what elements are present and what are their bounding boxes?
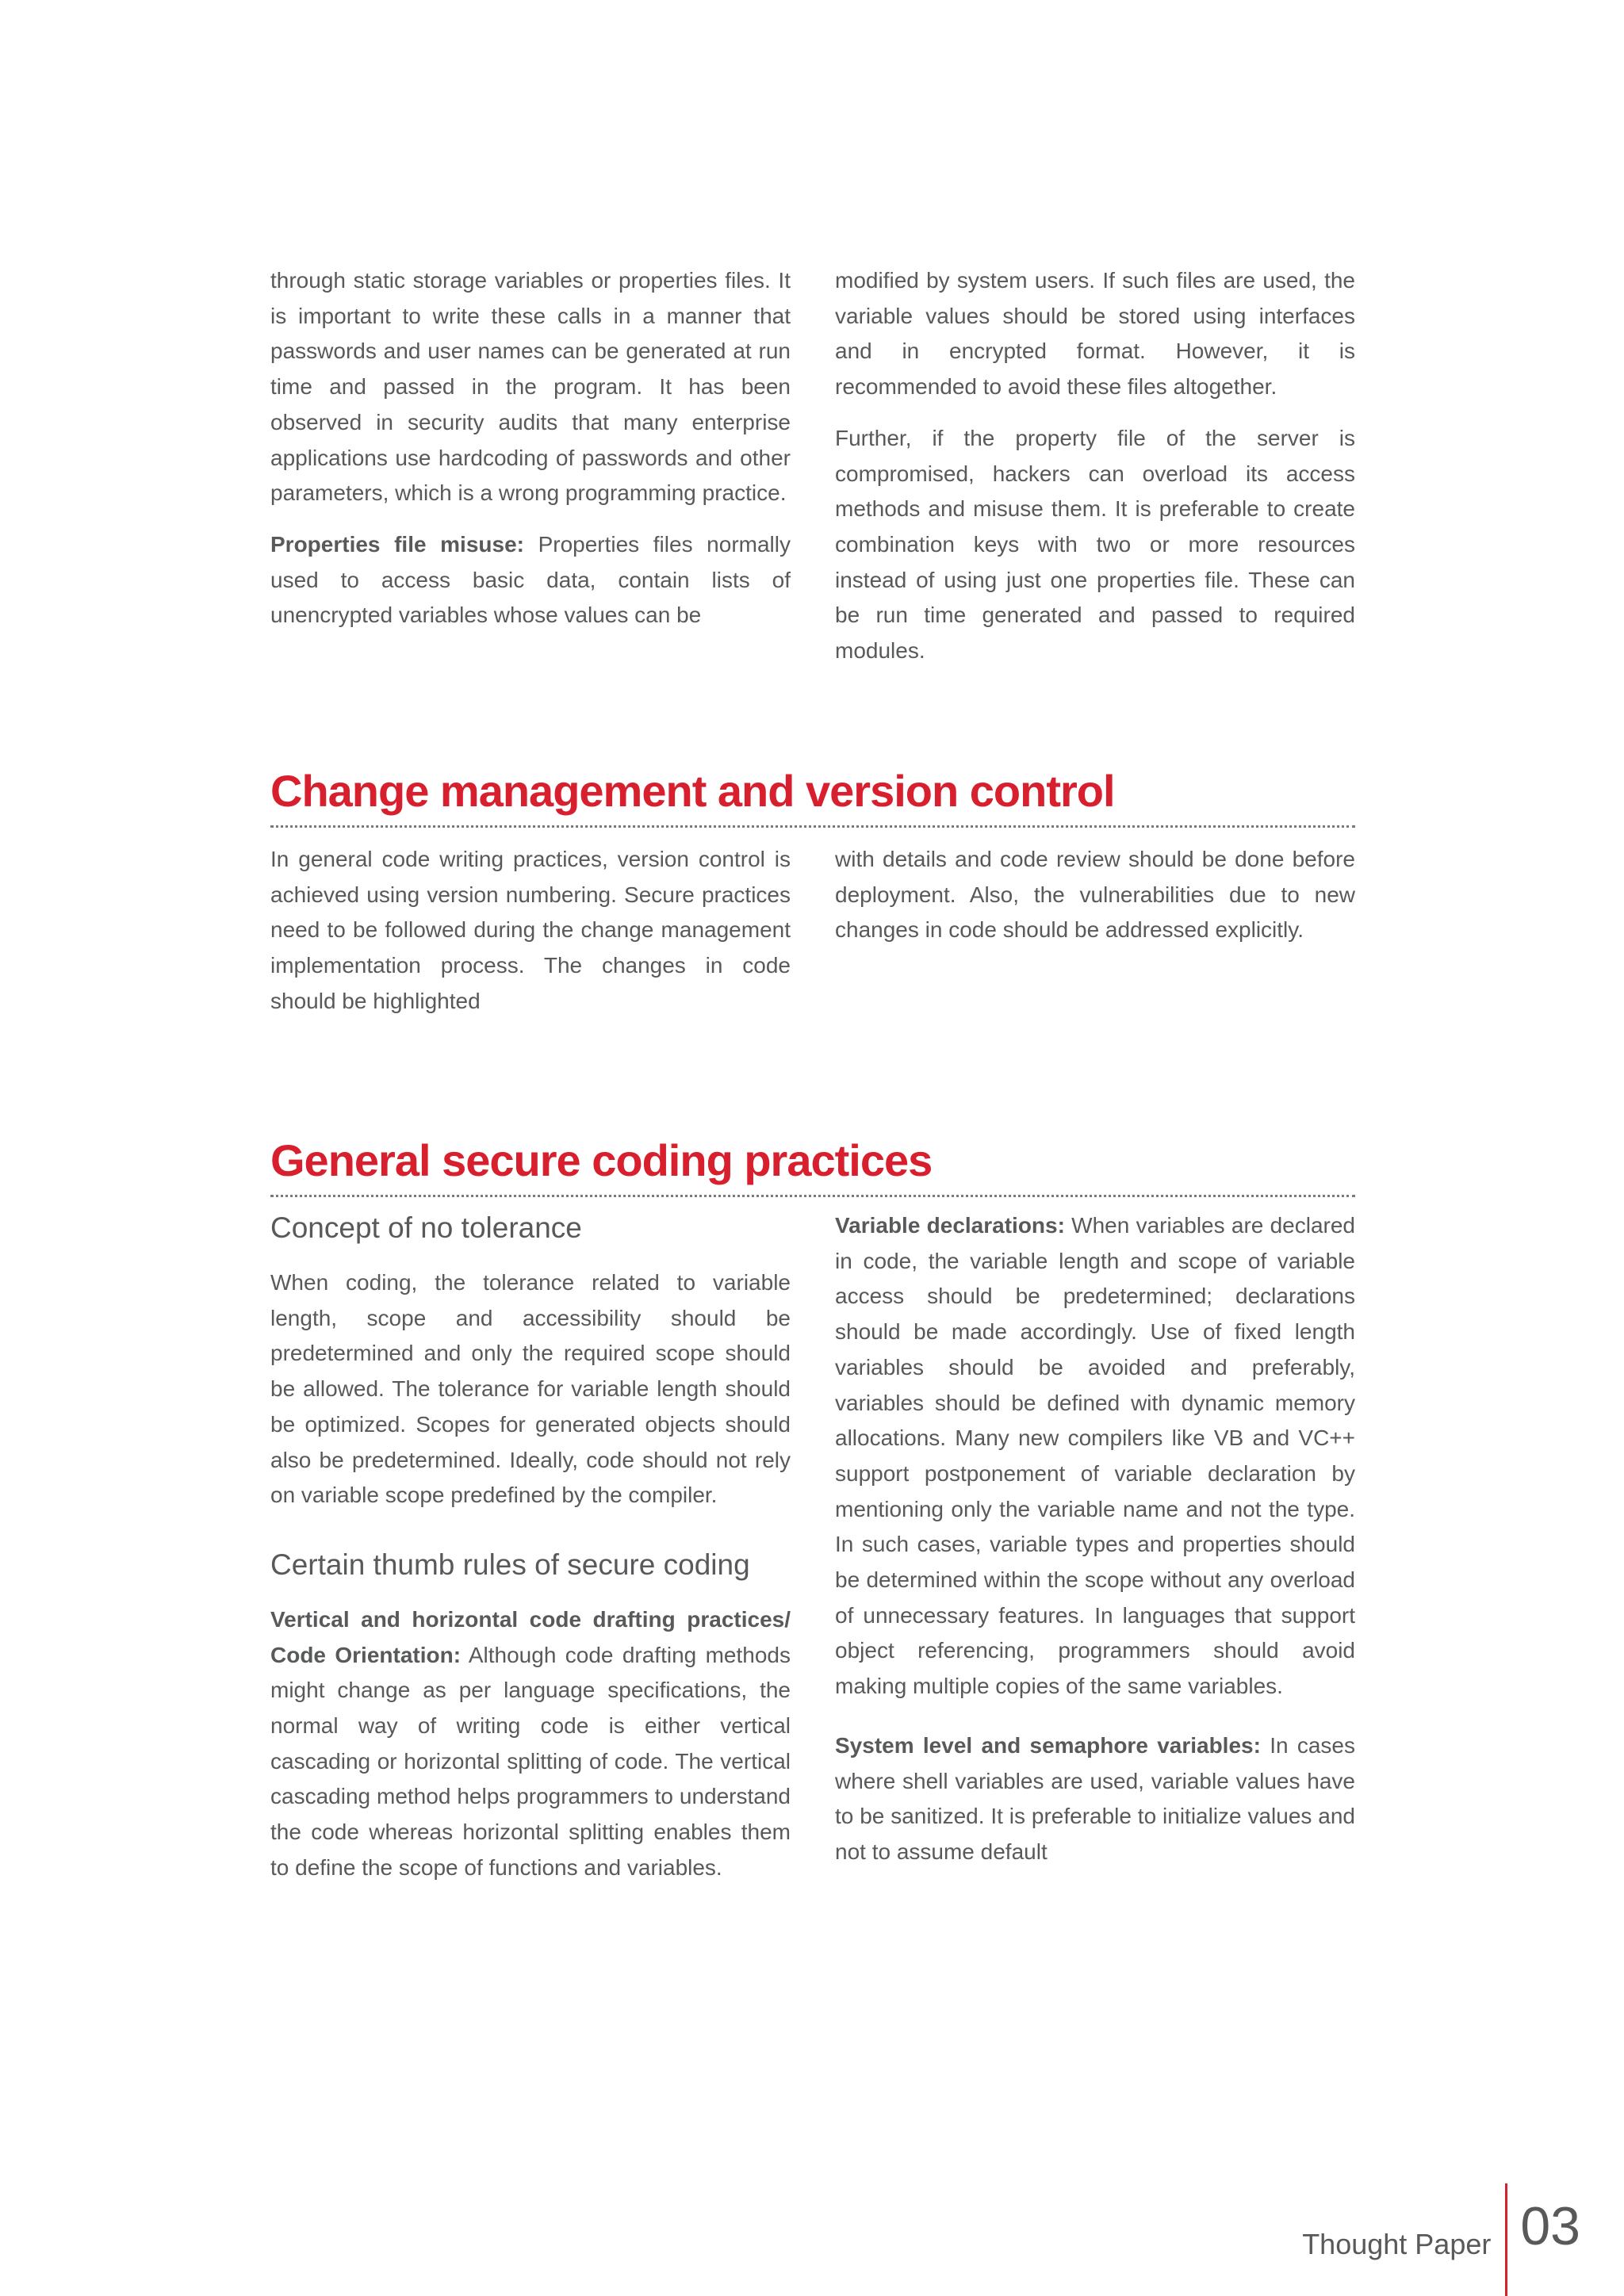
change-right-column xyxy=(835,842,1355,1020)
variable-declarations-paragraph xyxy=(835,1208,1355,1705)
system-level-text: In cases where shell variables are used, variable values have to be sanitized. It is preferable to initialize values and not to assume default xyxy=(835,1732,1355,1864)
general-secure-coding-heading: General secure coding practices xyxy=(270,1133,1355,1197)
general-left-column xyxy=(270,1208,791,1886)
variable-declarations-text: When variables are declared in code, the variable length and scope of variable access should be predetermined; declarations should be made accordingly. Use of fixed length variables should be avoided and preferably, variables should be defined with dynamic memory allocations. Many new compilers like VB and VC++ support postponement of variable declaration by mentioning only the variable name and not the type. In such cases, variable types and properties should be determined within the scope without any overload of unnecessary features. In languages that support object referencing, programmers should avoid making multiple copies of the same variables. xyxy=(835,1213,1355,1699)
footer-label: Thought Paper xyxy=(1302,2228,1492,2260)
intro-paragraph-1: through static storage variables or properties files. It is important to write these calls in a manner that passwords and user names can be generated at run time and passed in the program. It has been observed in security audits that many enterprise applications use hardcoding of passwords and other parameters, which is a wrong programming practice. xyxy=(270,268,791,506)
change-management-heading: Change management and version control xyxy=(270,763,1355,828)
code-orientation-label: Vertical and horizontal code drafting practices/ Code Orientation: xyxy=(270,1606,791,1667)
properties-file-misuse-label: Properties file misuse: xyxy=(270,531,524,557)
intro-paragraph-3: modified by system users. If such files are used, the variable values should be stored using interfaces and in encrypted format. However, it is recommended to avoid these files altogether. xyxy=(835,268,1355,400)
general-right-column xyxy=(835,1208,1355,1886)
change-management-columns xyxy=(270,842,1355,1020)
variable-declarations-label: Variable declarations: xyxy=(835,1213,1065,1238)
change-paragraph-1: In general code writing practices, version control is achieved using version numbering. Secure practices need to be followed during the change management implementation process. The changes in code should be highlighted xyxy=(270,847,791,1013)
concept-no-tolerance-subheading: Concept of no tolerance xyxy=(270,1211,582,1244)
intro-left-column xyxy=(270,263,791,669)
code-orientation-text: Although code drafting methods might change as per language specifications, the normal way of writing code is either vertical cascading or horizontal splitting of code. The vertical cascading method helps programmers to understand the code whereas horizontal splitting enables them to define the scope of functions and variables. xyxy=(270,1642,791,1880)
change-left-column xyxy=(270,842,791,1020)
change-management-section xyxy=(270,763,1355,1020)
footer-divider xyxy=(1505,2183,1507,2296)
intro-right-column xyxy=(835,263,1355,669)
code-orientation-paragraph xyxy=(270,1602,791,1886)
thumb-rules-subheading: Certain thumb rules of secure coding xyxy=(270,1548,750,1581)
page-number: 03 xyxy=(1520,2196,1580,2256)
properties-file-misuse-text: Properties files normally used to access basic data, contain lists of unencrypted variables whose values can be xyxy=(270,531,791,628)
intro-paragraph-4: Further, if the property file of the server is compromised, hackers can overload its access methods and misuse them. It is preferable to create combination keys with two or more resources instead of using just one properties file. These can be run time generated and passed to required modules. xyxy=(835,425,1355,664)
change-paragraph-2: with details and code review should be done before deployment. Also, the vulnerabilities due to new changes in code should be addressed explicitly. xyxy=(835,847,1355,943)
system-level-paragraph xyxy=(835,1728,1355,1870)
intro-paragraph-2 xyxy=(270,527,791,633)
general-secure-coding-section xyxy=(270,1133,1355,1886)
intro-section xyxy=(270,263,1355,669)
concept-no-tolerance-paragraph: When coding, the tolerance related to variable length, scope and accessibility should be predetermined and only the required scope should be allowed. The tolerance for variable length should be optimized. Scopes for generated objects should also be predetermined. Ideally, code should not rely on variable scope predefined by the compiler. xyxy=(270,1270,791,1508)
page-footer xyxy=(1302,2183,1580,2296)
system-level-label: System level and semaphore variables: xyxy=(835,1732,1261,1758)
general-columns xyxy=(270,1208,1355,1886)
